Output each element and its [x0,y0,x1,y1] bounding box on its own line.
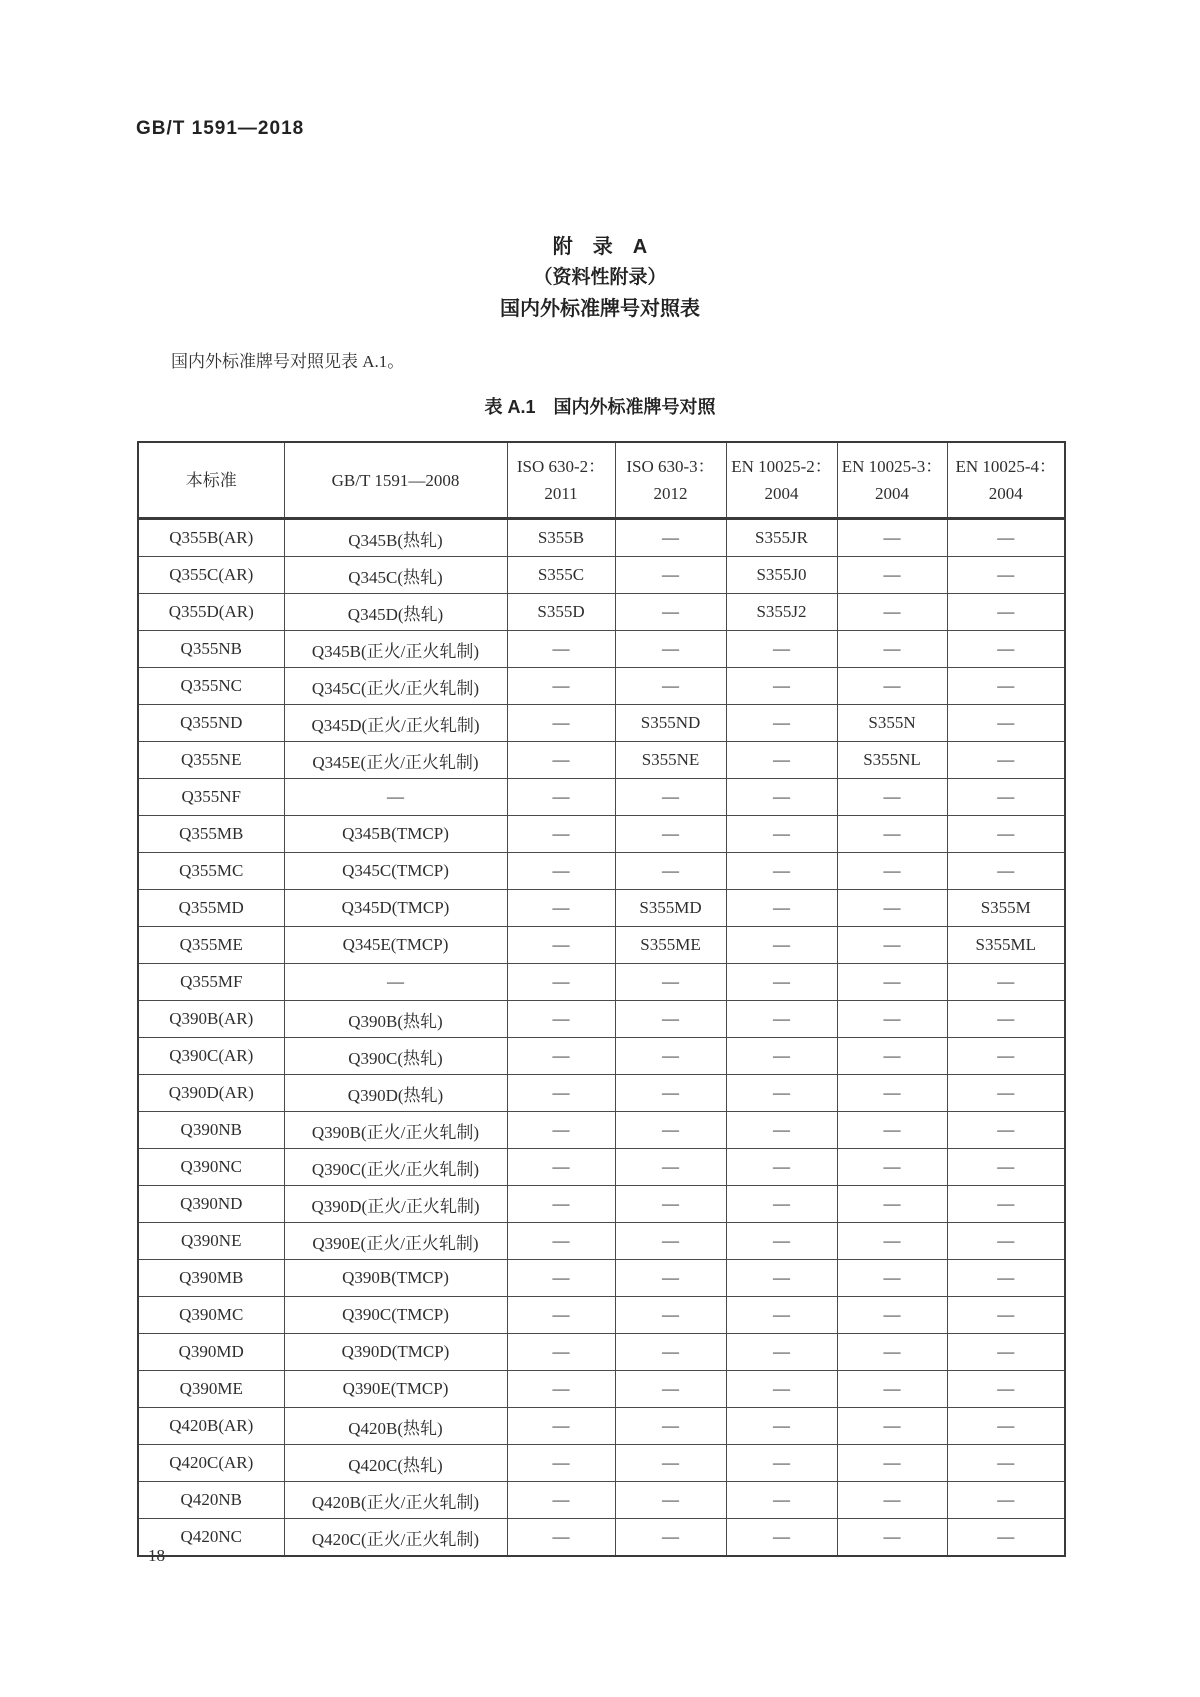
table-cell: — [507,964,615,1001]
appendix-title: 附 录 A [552,236,648,258]
appendix-header [0,232,1200,325]
appendix-heading: 国内外标准牌号对照表 [500,298,700,320]
table-cell: Q420NB [138,1482,284,1519]
table-cell: — [615,1001,726,1038]
table-cell: — [615,1075,726,1112]
table-cell: — [837,964,947,1001]
table-cell: — [507,1371,615,1408]
table-row [138,1519,1065,1557]
table-cell: — [507,890,615,927]
table-cell: Q420B(热轧) [284,1408,507,1445]
table-cell: — [507,1038,615,1075]
table-cell: — [615,1112,726,1149]
table-cell: — [726,1001,837,1038]
table-cell: — [284,964,507,1001]
table-cell: — [837,668,947,705]
table-row [138,1371,1065,1408]
table-cell: — [284,779,507,816]
table-cell: — [507,705,615,742]
table-row [138,1408,1065,1445]
table-row [138,890,1065,927]
table-cell: Q355C(AR) [138,557,284,594]
table-cell: Q390NB [138,1112,284,1149]
intro-paragraph: 国内外标准牌号对照见表 A.1。 [171,352,405,371]
table-cell: — [947,1482,1065,1519]
table-cell: — [947,631,1065,668]
table-cell: — [726,1075,837,1112]
table-cell: S355J0 [726,557,837,594]
table-cell: Q420NC [138,1519,284,1557]
table-cell: — [947,1408,1065,1445]
table-cell: — [947,1149,1065,1186]
table-cell: — [837,1371,947,1408]
table-cell: — [507,1297,615,1334]
table-cell: — [507,1334,615,1371]
table-cell: — [947,1112,1065,1149]
table-cell: — [615,1223,726,1260]
table-cell: S355N [837,705,947,742]
table-cell: — [726,742,837,779]
table-cell: Q390B(TMCP) [284,1260,507,1297]
table-cell: — [837,631,947,668]
table-cell: S355J2 [726,594,837,631]
table-cell: — [507,779,615,816]
table-cell: — [837,927,947,964]
table-row [138,668,1065,705]
table-cell: — [507,1260,615,1297]
table-cell: — [837,1482,947,1519]
table-cell: — [837,853,947,890]
table-cell: — [726,1482,837,1519]
table-cell: Q390B(热轧) [284,1001,507,1038]
table-cell: — [726,964,837,1001]
table-cell: — [726,631,837,668]
table-cell: Q390NC [138,1149,284,1186]
table-cell: Q390D(TMCP) [284,1334,507,1371]
table-row [138,1445,1065,1482]
table-cell: S355M [947,890,1065,927]
table-cell: Q355MB [138,816,284,853]
table-cell: Q345E(正火/正火轧制) [284,742,507,779]
table-row [138,853,1065,890]
table-row [138,1297,1065,1334]
table-cell: Q390ME [138,1371,284,1408]
table-cell: — [615,1260,726,1297]
table-cell: — [615,816,726,853]
table-cell: S355ND [615,705,726,742]
table-cell: — [726,1186,837,1223]
table-cell: Q345B(热轧) [284,519,507,557]
table-cell: Q420C(正火/正火轧制) [284,1519,507,1557]
table-cell: — [726,668,837,705]
table-cell: — [615,853,726,890]
table-cell: — [947,779,1065,816]
table-cell: — [726,779,837,816]
table-cell: Q390NE [138,1223,284,1260]
table-header-row [138,442,1065,519]
table-cell: — [947,1038,1065,1075]
table-cell: — [947,1075,1065,1112]
table-row [138,705,1065,742]
table-cell: — [947,1186,1065,1223]
table-cell: — [507,1075,615,1112]
table-cell: — [726,1112,837,1149]
table-cell: — [615,1038,726,1075]
table-cell: — [947,742,1065,779]
table-cell: — [726,816,837,853]
table-cell: Q390MD [138,1334,284,1371]
table-row [138,1149,1065,1186]
table-cell: Q355MC [138,853,284,890]
table-cell: — [507,853,615,890]
table-cell: — [947,557,1065,594]
table-row [138,1260,1065,1297]
table-cell: — [507,816,615,853]
table-cell: Q345D(TMCP) [284,890,507,927]
page-number: 18 [148,1546,165,1565]
table-header-cell: EN 10025-3： 2004 [837,442,947,519]
table-cell: — [837,1260,947,1297]
table-cell: — [947,594,1065,631]
table-cell: Q390D(正火/正火轧制) [284,1186,507,1223]
table-cell: Q355D(AR) [138,594,284,631]
table-cell: — [726,1445,837,1482]
table-cell: — [947,668,1065,705]
table-cell: — [726,1223,837,1260]
table-cell: Q345C(正火/正火轧制) [284,668,507,705]
table-cell: Q355NE [138,742,284,779]
table-cell: — [837,1038,947,1075]
table-cell: — [615,964,726,1001]
table-row [138,779,1065,816]
table-cell: — [507,668,615,705]
table-cell: Q345B(正火/正火轧制) [284,631,507,668]
table-cell: Q345D(正火/正火轧制) [284,705,507,742]
table-header-cell: EN 10025-4： 2004 [947,442,1065,519]
table-cell: — [615,1519,726,1557]
table-cell: — [947,1519,1065,1557]
table-cell: Q390C(AR) [138,1038,284,1075]
table-cell: — [507,1519,615,1557]
table-cell: — [726,1408,837,1445]
table-cell: Q390MC [138,1297,284,1334]
table-cell: — [947,1001,1065,1038]
table-cell: S355NL [837,742,947,779]
table-cell: Q345C(热轧) [284,557,507,594]
table-cell: — [615,1297,726,1334]
table-row [138,1112,1065,1149]
table-cell: — [837,1223,947,1260]
table-cell: S355D [507,594,615,631]
table-cell: — [837,519,947,557]
table-cell: — [837,594,947,631]
table-cell: Q345B(TMCP) [284,816,507,853]
table-cell: — [615,779,726,816]
table-cell: — [615,1334,726,1371]
table-cell: Q345C(TMCP) [284,853,507,890]
table-row [138,1223,1065,1260]
table-cell: — [947,1260,1065,1297]
table-row [138,1075,1065,1112]
table-cell: — [726,1260,837,1297]
table-cell: — [726,1149,837,1186]
table-cell: Q390D(AR) [138,1075,284,1112]
table-head [138,442,1065,519]
table-cell: Q390E(正火/正火轧制) [284,1223,507,1260]
table-cell: Q420C(AR) [138,1445,284,1482]
table-cell: Q390C(正火/正火轧制) [284,1149,507,1186]
table-cell: — [615,594,726,631]
table-cell: — [615,631,726,668]
table-cell: Q390E(TMCP) [284,1371,507,1408]
table-row [138,594,1065,631]
table-cell: — [726,1297,837,1334]
table-row [138,1001,1065,1038]
table-cell: Q420B(AR) [138,1408,284,1445]
table-row [138,1186,1065,1223]
table-row [138,964,1065,1001]
table-body [138,519,1065,1557]
table-cell: — [947,1371,1065,1408]
table-cell: Q390MB [138,1260,284,1297]
doc-number: GB/T 1591—2018 [136,118,305,139]
table-cell: — [837,890,947,927]
table-cell: — [615,557,726,594]
appendix-subtitle: （资料性附录） [533,267,667,288]
table-cell: Q355ME [138,927,284,964]
table-header-cell: 本标准 [138,442,284,519]
table-cell: Q390C(热轧) [284,1038,507,1075]
table-cell: Q355ND [138,705,284,742]
table-row [138,631,1065,668]
table-cell: — [726,1334,837,1371]
table-row [138,519,1065,557]
table-cell: — [507,1186,615,1223]
table-cell: — [615,1482,726,1519]
table-header-cell: ISO 630-3： 2012 [615,442,726,519]
table-cell: — [947,1334,1065,1371]
table-cell: — [837,557,947,594]
table-cell: — [726,705,837,742]
table-cell: Q390B(AR) [138,1001,284,1038]
table-cell: — [947,1297,1065,1334]
table-cell: S355B [507,519,615,557]
table-cell: — [837,1001,947,1038]
table-cell: — [837,1149,947,1186]
table-cell: Q420C(热轧) [284,1445,507,1482]
table-header-cell: EN 10025-2： 2004 [726,442,837,519]
table-cell: — [615,1371,726,1408]
table-cell: — [507,1408,615,1445]
table-cell: — [726,927,837,964]
table-cell: — [947,964,1065,1001]
table-cell: — [726,890,837,927]
table-cell: — [615,668,726,705]
table-cell: — [947,853,1065,890]
table-cell: — [615,1445,726,1482]
table-row [138,927,1065,964]
table-row [138,816,1065,853]
table-header-cell: GB/T 1591—2008 [284,442,507,519]
table-row [138,557,1065,594]
table-cell: — [615,1149,726,1186]
table-cell: — [615,519,726,557]
table-cell: — [947,519,1065,557]
table-caption: 表 A.1 国内外标准牌号对照 [484,397,716,417]
table-cell: — [947,1223,1065,1260]
table-cell: — [837,1408,947,1445]
table-cell: — [837,1445,947,1482]
table-cell: — [837,1186,947,1223]
table-cell: — [837,1334,947,1371]
table-cell: Q355NC [138,668,284,705]
table-cell: — [507,1223,615,1260]
table-cell: — [837,1297,947,1334]
table-cell: Q355NB [138,631,284,668]
table-cell: — [507,927,615,964]
table-cell: — [726,1371,837,1408]
table-cell: — [726,1519,837,1557]
table-cell: — [507,742,615,779]
table-header-cell: ISO 630-2： 2011 [507,442,615,519]
table-cell: S355MD [615,890,726,927]
table-cell: — [837,779,947,816]
table-cell: — [947,816,1065,853]
table-cell: Q420B(正火/正火轧制) [284,1482,507,1519]
table-cell: — [507,1482,615,1519]
table-cell: Q345E(TMCP) [284,927,507,964]
table-cell: S355C [507,557,615,594]
table-cell: — [837,1519,947,1557]
table-cell: — [507,1001,615,1038]
table-row [138,742,1065,779]
table-cell: — [615,1408,726,1445]
table-cell: — [837,1112,947,1149]
table-cell: S355ME [615,927,726,964]
table-cell: — [837,816,947,853]
table-cell: Q345D(热轧) [284,594,507,631]
table-cell: — [726,853,837,890]
table-cell: — [726,1038,837,1075]
table-cell: — [615,1186,726,1223]
table-cell: Q390B(正火/正火轧制) [284,1112,507,1149]
table-cell: — [507,1149,615,1186]
table-cell: Q355B(AR) [138,519,284,557]
table-cell: S355ML [947,927,1065,964]
table-cell: — [947,705,1065,742]
table-row [138,1482,1065,1519]
table-cell: Q390C(TMCP) [284,1297,507,1334]
table-cell: — [507,631,615,668]
table-cell: — [837,1075,947,1112]
table-cell: Q355MF [138,964,284,1001]
table-cell: — [947,1445,1065,1482]
table-cell: — [507,1112,615,1149]
table-cell: Q355NF [138,779,284,816]
comparison-table [137,441,1066,1557]
table-row [138,1334,1065,1371]
table-cell: Q390D(热轧) [284,1075,507,1112]
table-cell: Q390ND [138,1186,284,1223]
table-cell: S355JR [726,519,837,557]
table-cell: — [507,1445,615,1482]
table-row [138,1038,1065,1075]
table-cell: S355NE [615,742,726,779]
table-cell: Q355MD [138,890,284,927]
